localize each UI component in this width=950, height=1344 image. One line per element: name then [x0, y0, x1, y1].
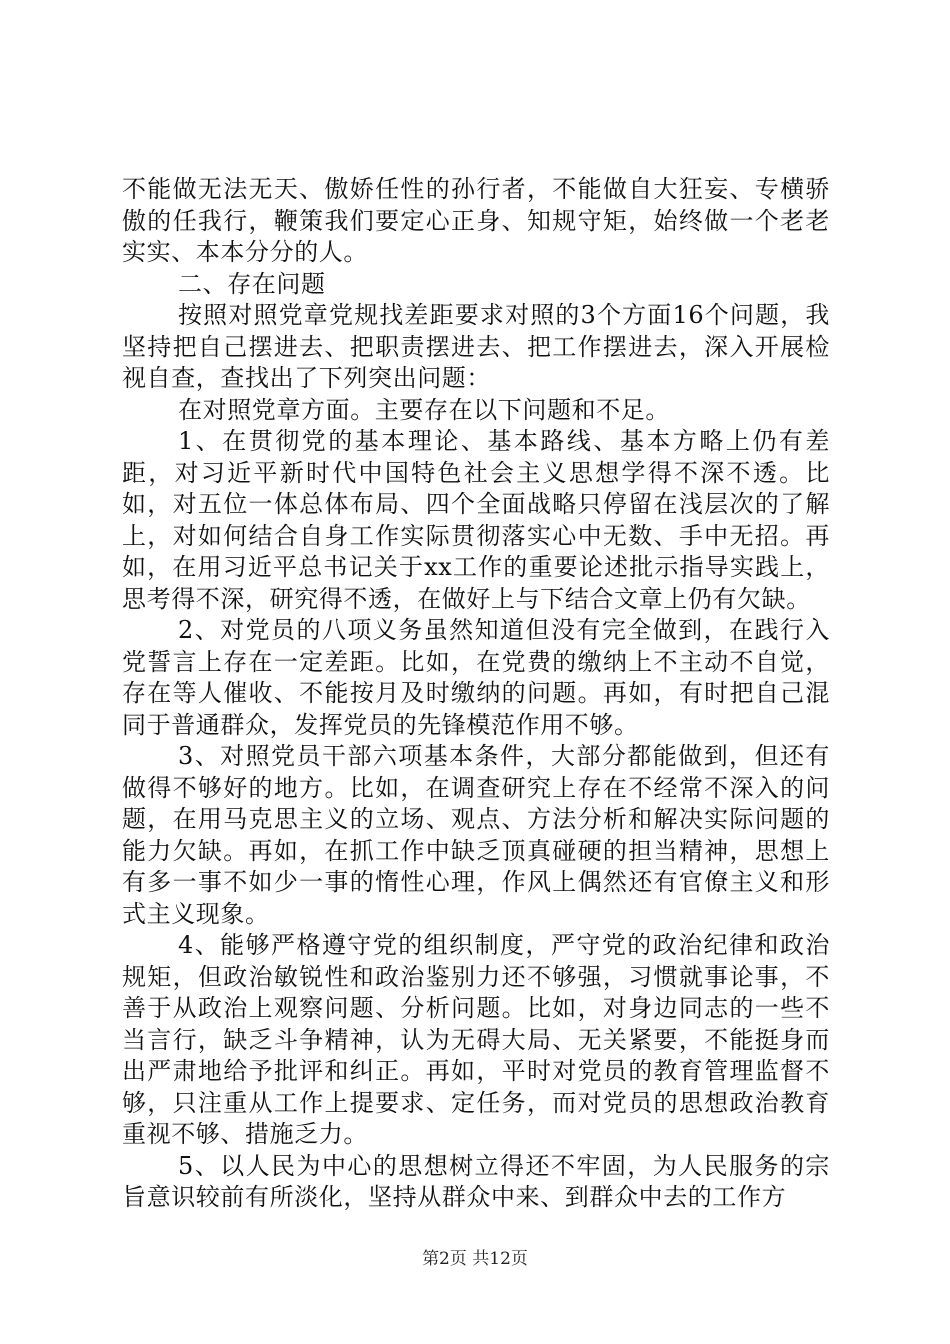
paragraph-item-1: 1、在贯彻党的基本理论、基本路线、基本方略上仍有差距，对习近平新时代中国特色社会主义思想学得不深不透。比如，对五位一体总体布局、四个全面战略只停留在浅层次的了解上，对如何结合自身工作实际贯彻落实心中无数、手中无招。再如，在用习近平总书记关于xx工作的重要论述批示指导实践上，思考得不深，研究得不透，在做好上与下结合文章上仍有欠缺。 [122, 427, 830, 613]
paragraph-item-4: 4、能够严格遵守党的组织制度，严守党的政治纪律和政治规矩，但政治敏锐性和政治鉴别力还不够强，习惯就事论事，不善于从政治上观察问题、分析问题。比如，对身边同志的一些不当言行，缺乏斗争精神，认为无碍大局、无关紧要，不能挺身而出严肃地给予批评和纠正。再如，平时对党员的教育管理监督不够，只注重从工作上提要求、定任务，而对党员的思想政治教育重视不够、措施乏力。 [122, 931, 830, 1148]
section-heading: 二、存在问题 [178, 269, 326, 298]
document-body [122, 174, 830, 1214]
paragraph-item-2: 2、对党员的八项义务虽然知道但没有完全做到，在践行入党誓言上存在一定差距。比如，在党费的缴纳上不主动不自觉，存在等人催收、不能按月及时缴纳的问题。再如，有时把自己混同于普通群众，发挥党员的先锋模范作用不够。 [122, 616, 830, 739]
paragraph-item-5: 5、以人民为中心的思想树立得还不牢固，为人民服务的宗旨意识较前有所淡化，坚持从群众中来、到群众中去的工作方 [122, 1151, 830, 1211]
paragraph-item-3: 3、对照党员干部六项基本条件，大部分都能做到，但还有做得不够好的地方。比如，在调查研究上存在不经常不深入的问题，在用马克思主义的立场、观点、方法分析和解决实际问题的能力欠缺。再如，在抓工作中缺乏顶真碰硬的担当精神，思想上有多一事不如少一事的惰性心理，作风上偶然还有官僚主义和形式主义现象。 [122, 742, 830, 928]
paragraph-continuation: 不能做无法无天、傲娇任性的孙行者，不能做自大狂妄、专横骄傲的任我行，鞭策我们要定心正身、知规守矩，始终做一个老老实实、本本分分的人。 [122, 175, 830, 266]
page-number-footer: 第2页 共12页 [422, 1249, 528, 1269]
paragraph: 按照对照党章党规找差距要求对照的3个方面16个问题，我坚持把自己摆进去、把职责摆进去、把工作摆进去，深入开展检视自查，查找出了下列突出问题： [122, 301, 830, 392]
paragraph: 在对照党章方面。主要存在以下问题和不足。 [178, 395, 670, 424]
